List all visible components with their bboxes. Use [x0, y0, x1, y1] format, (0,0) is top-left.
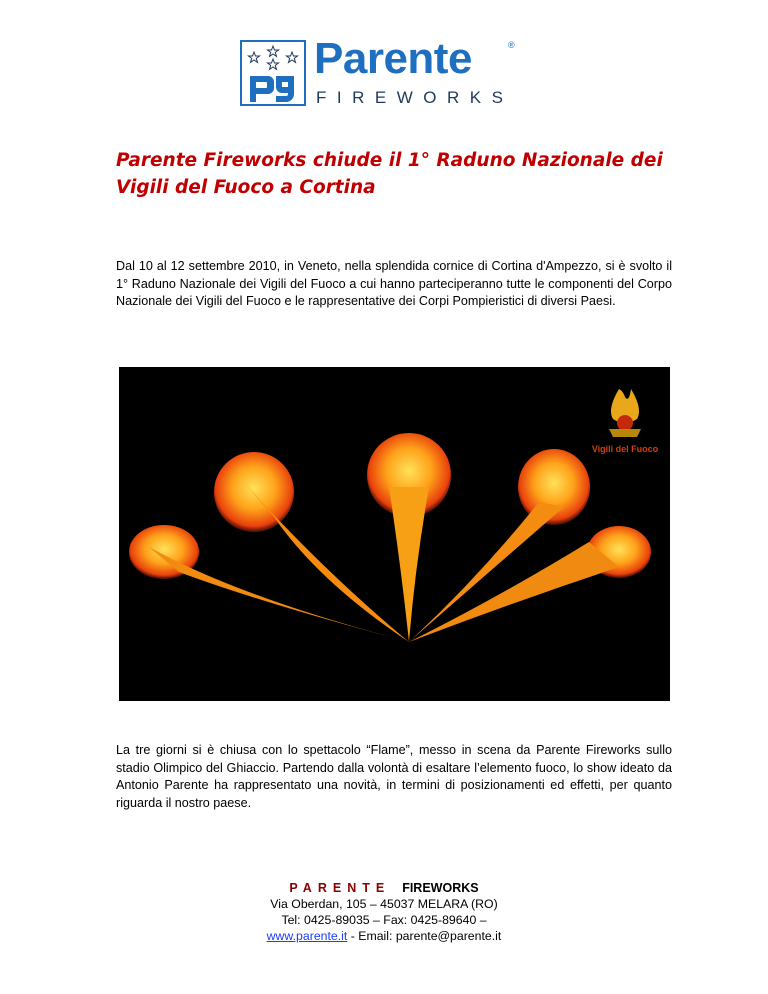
footer-address: Via Oberdan, 105 – 45037 MELARA (RO)	[270, 897, 498, 911]
parente-logo	[240, 34, 530, 110]
footer-email: - Email: parente@parente.it	[347, 929, 502, 943]
registered-mark: ®	[508, 40, 515, 50]
vigili-del-fuoco-emblem	[592, 389, 659, 454]
emblem-text: Vigili del Fuoco	[591, 444, 659, 454]
press-release-title: Parente Fireworks chiude il 1° Raduno Nazionale dei Vigili del Fuoco a Cortina	[116, 150, 663, 198]
footer-brand	[0, 880, 768, 896]
brand-subtitle: FIREWORKS	[316, 88, 514, 107]
flame-left	[129, 525, 409, 642]
footer-phone: Tel: 0425-89035 – Fax: 0425-89640 –	[281, 913, 487, 927]
footer-brand-sub: FIREWORKS	[402, 881, 479, 895]
intro-paragraph: Dal 10 al 12 settembre 2010, in Veneto, nella splendida cornice di Cortina d'Ampezzo, si è svolto il 1° Raduno Nazionale dei Vigili del Fuoco a cui hanno parteciperanno tutte le componenti del Corpo Nazionale dei Vigili del Fuoco e le rappresentative dei Corpi Pompieristici di diversi Paesi.	[116, 259, 672, 308]
website-link[interactable]: www.parente.it	[266, 929, 348, 943]
footer-brand-name: PARENTE	[289, 881, 391, 895]
fire-flames-photo	[119, 367, 670, 701]
footer	[0, 880, 768, 944]
flame-right	[409, 526, 651, 642]
brand-name: Parente	[314, 34, 472, 83]
show-paragraph: La tre giorni si è chiusa con lo spettacolo “Flame”, messo in scena da Parente Fireworks sullo stadio Olimpico del Ghiaccio. Partendo dalla volontà di esaltare l’elemento fuoco, lo show ideato da Antonio Parente ha rappresentato una novità, in termini di posizionamenti ed effetti, per quanto riguarda il nostro paese.	[116, 743, 672, 810]
flame-center	[367, 433, 451, 642]
footer-contact	[0, 928, 768, 944]
stars-and-ap-icon	[242, 42, 304, 104]
logo-mark	[240, 40, 306, 106]
